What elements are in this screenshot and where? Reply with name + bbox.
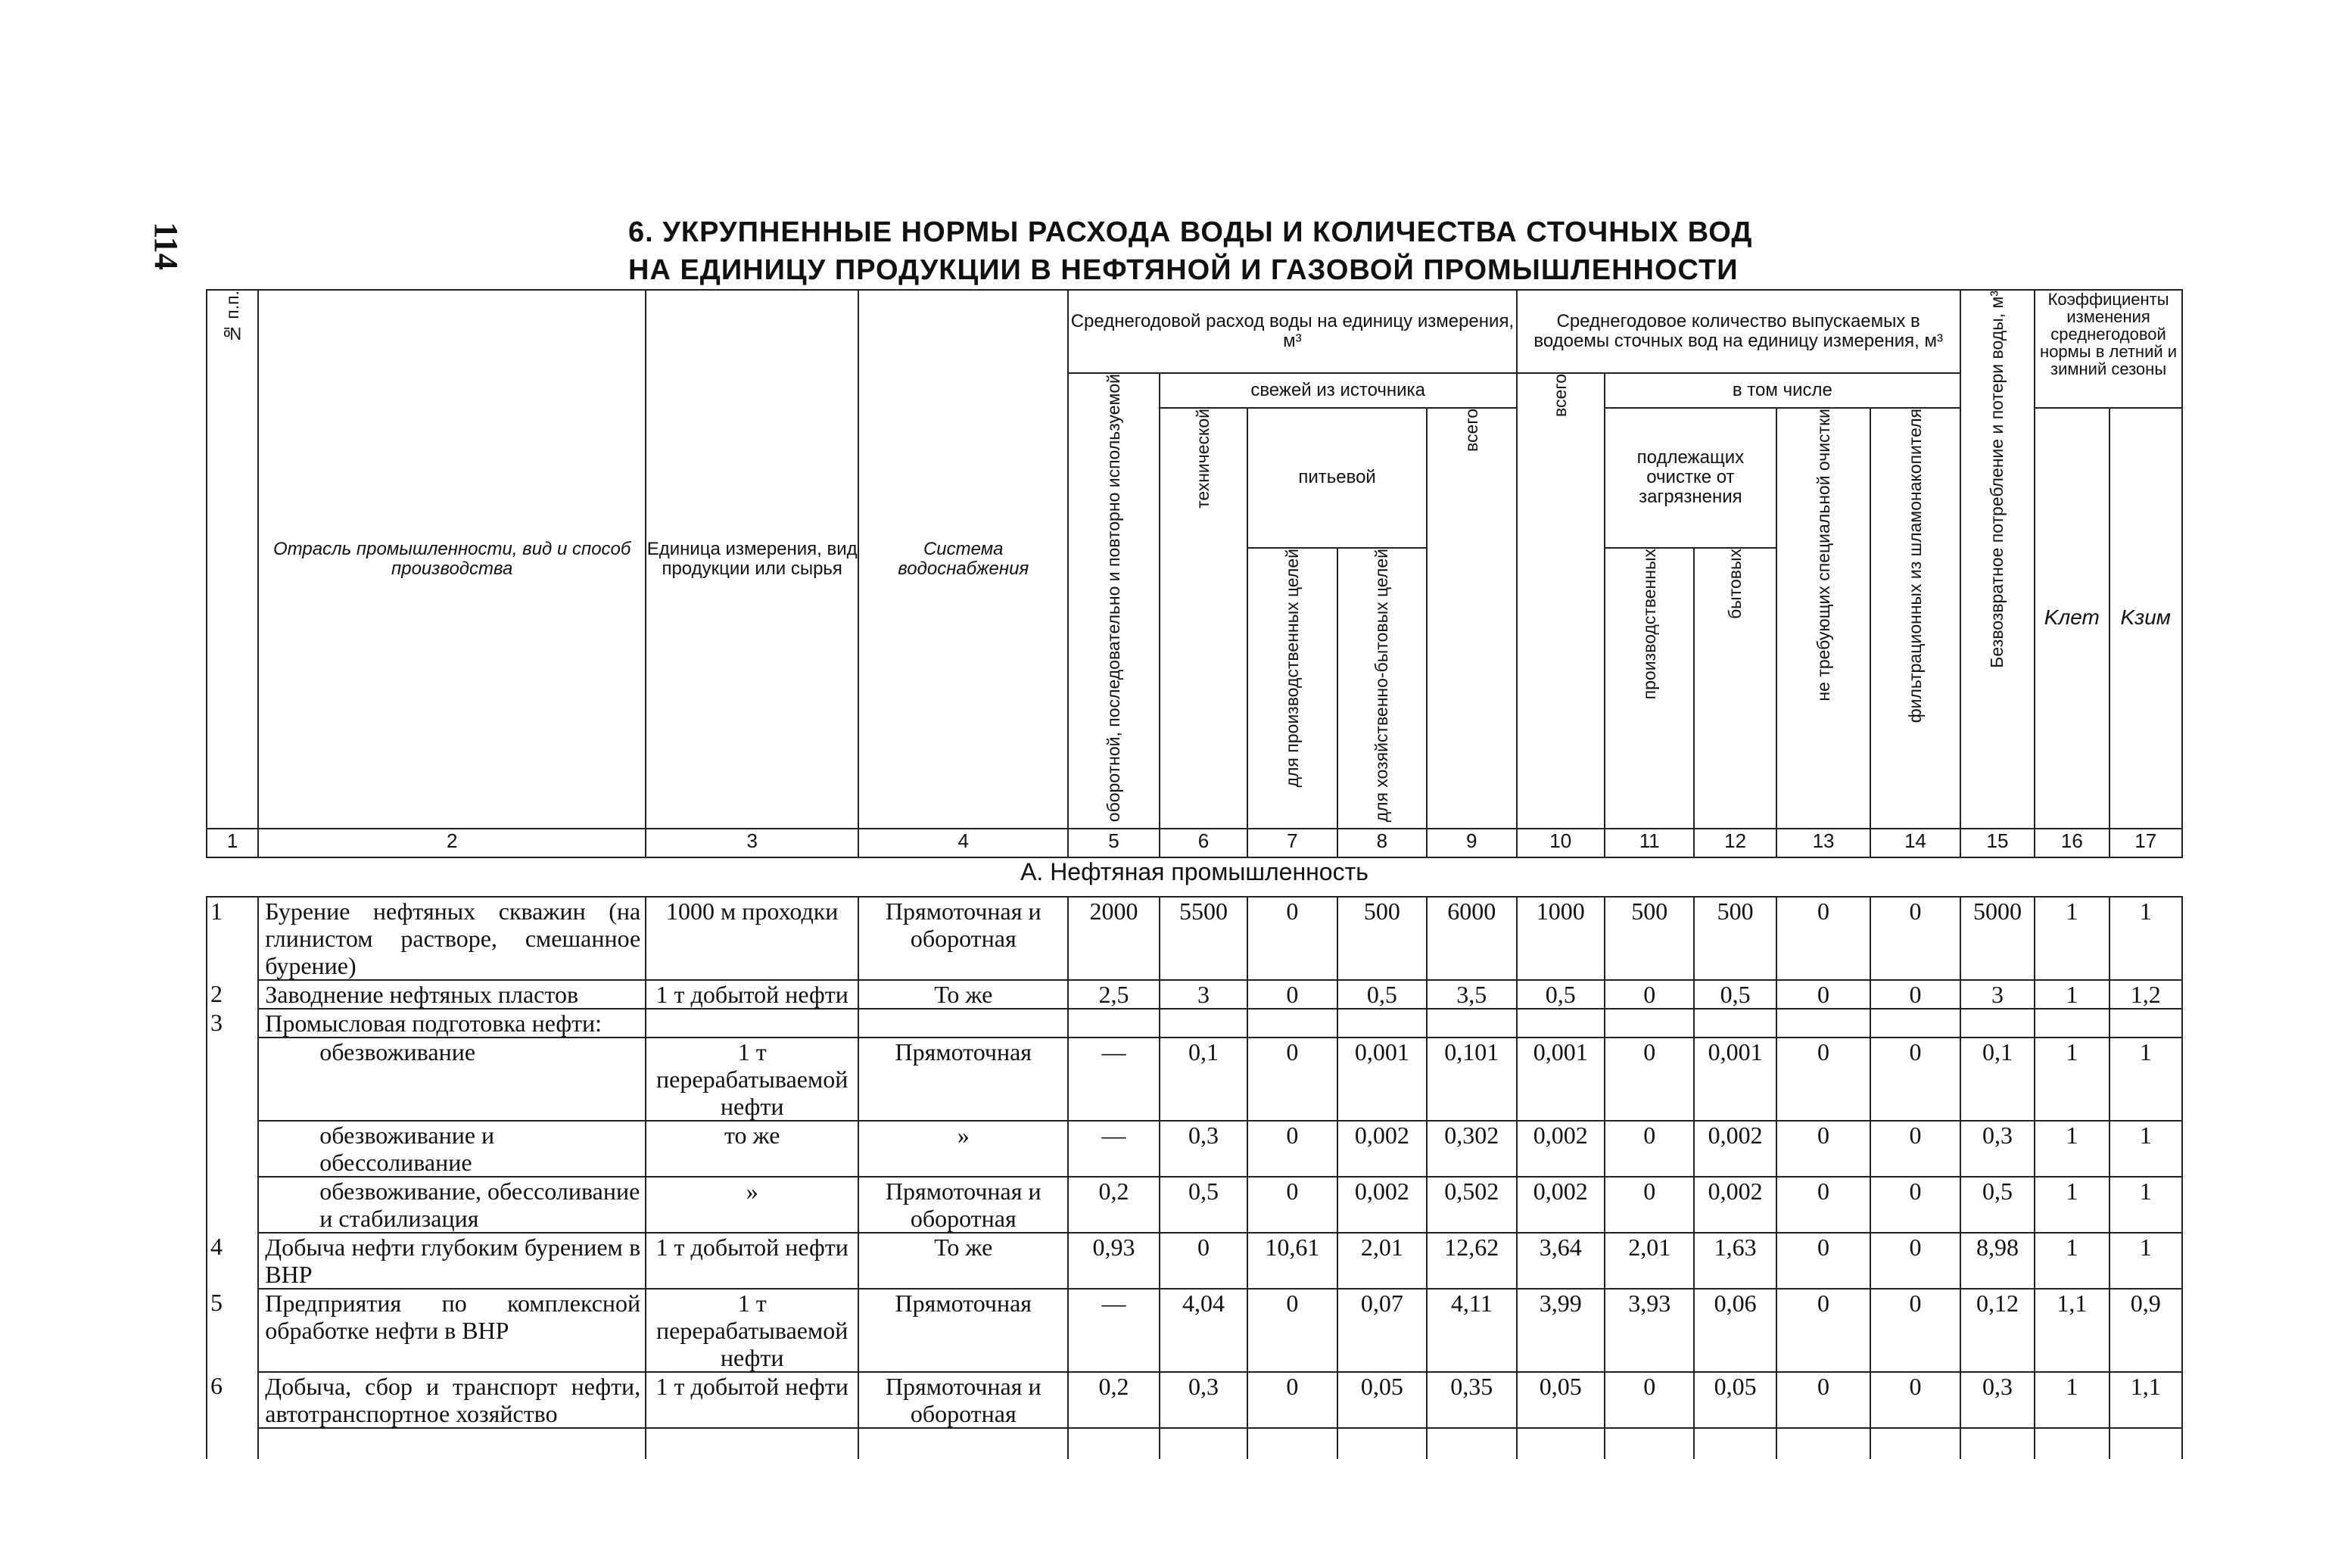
row-unit: 1 т перерабатываемой нефти <box>646 1289 858 1372</box>
header-domestic: бытовых <box>1694 548 1776 829</box>
row-value: 0,5 <box>1517 980 1605 1009</box>
row-value <box>1517 1009 1605 1038</box>
row-value: 500 <box>1694 897 1776 980</box>
table-row <box>207 1009 2182 1038</box>
row-name: Добыча, сбор и транспорт нефти, автотранспортное хозяйство <box>258 1372 646 1428</box>
row-value: 0 <box>1605 980 1694 1009</box>
row-value: 0,05 <box>1694 1372 1776 1428</box>
row-value: 0 <box>1776 1233 1870 1289</box>
row-number: 5 <box>207 1289 258 1372</box>
row-value <box>1337 1009 1427 1038</box>
col-number: 2 <box>258 829 646 857</box>
row-value <box>1960 1009 2035 1038</box>
row-value: 0,302 <box>1427 1121 1516 1177</box>
row-unit: 1 т перерабатываемой нефти <box>646 1038 858 1121</box>
spacer-cell <box>2109 1428 2183 1459</box>
row-value <box>1605 1009 1694 1038</box>
header-industrial: производственных <box>1605 548 1694 829</box>
row-value: 0,002 <box>1517 1121 1605 1177</box>
spacer-cell <box>1605 1428 1694 1459</box>
row-value: 0 <box>1605 1372 1694 1428</box>
spacer-cell <box>207 1428 258 1459</box>
row-value: 1 <box>2035 1177 2109 1233</box>
header-irreversible: Безвозвратное потребление и потери воды, м³ <box>1960 290 2035 829</box>
header-drinking-household: для хозяйственно-бытовых целей <box>1337 548 1427 829</box>
row-unit: то же <box>646 1121 858 1177</box>
row-value: 0,3 <box>1960 1372 2035 1428</box>
row-value: — <box>1068 1121 1159 1177</box>
row-value: 0 <box>1247 1177 1337 1233</box>
row-value: 4,11 <box>1427 1289 1516 1372</box>
row-value: — <box>1068 1038 1159 1121</box>
spacer-cell <box>1960 1428 2035 1459</box>
header-drinking-group: питьевой <box>1247 408 1427 548</box>
col-number: 4 <box>858 829 1068 857</box>
spacer-cell <box>1337 1428 1427 1459</box>
row-unit: 1000 м проходки <box>646 897 858 980</box>
col-number: 5 <box>1068 829 1159 857</box>
header-k-summer: Kлет <box>2035 408 2109 829</box>
row-value: 0 <box>1776 980 1870 1009</box>
row-value: 0 <box>1605 1177 1694 1233</box>
row-number: 4 <box>207 1233 258 1289</box>
row-value: 0,2 <box>1068 1177 1159 1233</box>
table-row <box>207 1233 2182 1289</box>
spacer-cell <box>2035 1428 2109 1459</box>
row-value: 1 <box>2035 1121 2109 1177</box>
row-value: 1,1 <box>2035 1289 2109 1372</box>
row-system: Прямоточная и оборотная <box>858 1177 1068 1233</box>
header-total-fresh: всего <box>1427 408 1516 829</box>
row-value: 10,61 <box>1247 1233 1337 1289</box>
row-value: 0 <box>1870 1233 1960 1289</box>
col-number: 13 <box>1776 829 1870 857</box>
col-number: 17 <box>2109 829 2183 857</box>
water-norms-table <box>206 289 2183 1459</box>
row-value: 0 <box>1776 1372 1870 1428</box>
row-unit <box>646 1009 858 1038</box>
table-row <box>207 1121 2182 1177</box>
row-number <box>207 1121 258 1177</box>
row-value: 0,9 <box>2109 1289 2183 1372</box>
header-to-be-treated: подлежащих очистке от загрязнения <box>1605 408 1776 548</box>
row-number: 6 <box>207 1372 258 1428</box>
table-row <box>207 1372 2182 1428</box>
row-value: 0,35 <box>1427 1372 1516 1428</box>
row-system: То же <box>858 980 1068 1009</box>
row-value: 0 <box>1870 1177 1960 1233</box>
row-value: 8,98 <box>1960 1233 2035 1289</box>
header-no-treatment: не требующих специальной очистки <box>1776 408 1870 829</box>
row-value: 0,3 <box>1960 1121 2035 1177</box>
row-name: Добыча нефти глубоким бурением в ВНР <box>258 1233 646 1289</box>
row-unit: » <box>646 1177 858 1233</box>
row-system: То же <box>858 1233 1068 1289</box>
header-technical: технической <box>1160 408 1247 829</box>
row-value: 3 <box>1960 980 2035 1009</box>
header-k-winter: Kзим <box>2109 408 2183 829</box>
spacer-cell <box>1247 1428 1337 1459</box>
row-unit: 1 т добытой нефти <box>646 1372 858 1428</box>
col-number: 8 <box>1337 829 1427 857</box>
header-drinking-prod: для производственных целей <box>1247 548 1337 829</box>
row-unit: 1 т добытой нефти <box>646 1233 858 1289</box>
row-value: 1 <box>2035 1038 2109 1121</box>
row-value: 0,93 <box>1068 1233 1159 1289</box>
spacer-cell <box>1870 1428 1960 1459</box>
row-value: 500 <box>1337 897 1427 980</box>
row-system: Прямоточная и оборотная <box>858 897 1068 980</box>
header-num: № п.п. <box>207 290 258 829</box>
row-unit: 1 т добытой нефти <box>646 980 858 1009</box>
row-value: 12,62 <box>1427 1233 1516 1289</box>
row-value: 0 <box>1247 1289 1337 1372</box>
row-value: 2000 <box>1068 897 1159 980</box>
row-value <box>2035 1009 2109 1038</box>
row-value: 1 <box>2109 1177 2183 1233</box>
spacer-cell <box>1068 1428 1159 1459</box>
row-system: Прямоточная <box>858 1038 1068 1121</box>
table-body <box>207 897 2182 1459</box>
header-system: Система водоснабжения <box>858 290 1068 829</box>
row-number: 1 <box>207 897 258 980</box>
header-including: в том числе <box>1605 373 1960 408</box>
table-row <box>207 980 2182 1009</box>
row-system: » <box>858 1121 1068 1177</box>
col-number: 6 <box>1160 829 1247 857</box>
row-value: 0,002 <box>1337 1121 1427 1177</box>
col-number: 16 <box>2035 829 2109 857</box>
column-numbers-row <box>207 829 2182 857</box>
row-name: обезвоживание <box>258 1038 646 1121</box>
spacer-cell <box>1427 1428 1516 1459</box>
row-name: обезвоживание, обессоливание и стабилизация <box>258 1177 646 1233</box>
table-row <box>207 1038 2182 1121</box>
row-value: 0,002 <box>1694 1177 1776 1233</box>
header-filtration: фильтрационных из шламонакопителя <box>1870 408 1960 829</box>
row-number: 3 <box>207 1009 258 1038</box>
row-value: 1,1 <box>2109 1372 2183 1428</box>
title-line-1: 6. УКРУПНЕННЫЕ НОРМЫ РАСХОДА ВОДЫ И КОЛИЧЕСТВА СТОЧНЫХ ВОД <box>628 216 1753 248</box>
row-value: 0,1 <box>1160 1038 1247 1121</box>
row-value: 0 <box>1870 980 1960 1009</box>
header-unit: Единица измерения, вид продукции или сырья <box>646 290 858 829</box>
col-number: 10 <box>1517 829 1605 857</box>
table-row <box>207 1289 2182 1372</box>
row-value: 0 <box>1247 897 1337 980</box>
row-value <box>1247 1009 1337 1038</box>
header-fresh-group: свежей из источника <box>1160 373 1517 408</box>
header-coef-group: Коэффициенты изменения среднегодовой нормы в летний и зимний сезоны <box>2035 290 2182 408</box>
row-value: 0,2 <box>1068 1372 1159 1428</box>
spacer-cell <box>858 1428 1068 1459</box>
page-title <box>628 213 1794 289</box>
row-value: 0,002 <box>1337 1177 1427 1233</box>
row-value: 3,5 <box>1427 980 1516 1009</box>
row-value: 1 <box>2109 1038 2183 1121</box>
section-title: А. Нефтяная промышленность <box>207 857 2182 897</box>
col-number: 15 <box>1960 829 2035 857</box>
row-value: 0,06 <box>1694 1289 1776 1372</box>
row-value: 1 <box>2109 897 2183 980</box>
row-system <box>858 1009 1068 1038</box>
row-value: 1 <box>2109 1121 2183 1177</box>
header-consumption-group: Среднегодовой расход воды на единицу измерения, м³ <box>1068 290 1516 373</box>
row-value: 1 <box>2035 1372 2109 1428</box>
row-value: 1 <box>2109 1233 2183 1289</box>
row-value: — <box>1068 1289 1159 1372</box>
row-value <box>1160 1009 1247 1038</box>
row-value: 1,2 <box>2109 980 2183 1009</box>
row-value: 0,05 <box>1337 1372 1427 1428</box>
row-value: 1 <box>2035 980 2109 1009</box>
col-number: 9 <box>1427 829 1516 857</box>
row-value: 0,1 <box>1960 1038 2035 1121</box>
row-value: 5000 <box>1960 897 2035 980</box>
row-value: 0 <box>1870 1372 1960 1428</box>
row-value: 0 <box>1870 1121 1960 1177</box>
row-value: 0,3 <box>1160 1372 1247 1428</box>
row-value <box>2109 1009 2183 1038</box>
col-number: 11 <box>1605 829 1694 857</box>
row-value: 0 <box>1776 1177 1870 1233</box>
section-header-row <box>207 857 2182 897</box>
row-value <box>1068 1009 1159 1038</box>
row-value: 0 <box>1776 1121 1870 1177</box>
row-value: 1000 <box>1517 897 1605 980</box>
row-value: 6000 <box>1427 897 1516 980</box>
row-value <box>1694 1009 1776 1038</box>
row-value: 0,001 <box>1694 1038 1776 1121</box>
col-number: 1 <box>207 829 258 857</box>
row-value: 0 <box>1776 1038 1870 1121</box>
spacer-cell <box>1776 1428 1870 1459</box>
table-bottom-spacer <box>207 1428 2182 1459</box>
col-number: 7 <box>1247 829 1337 857</box>
header-recycled: оборотной, последовательно и повторно используемой <box>1068 373 1159 829</box>
row-value: 0,12 <box>1960 1289 2035 1372</box>
row-value: 2,5 <box>1068 980 1159 1009</box>
spacer-cell <box>1517 1428 1605 1459</box>
row-value: 0 <box>1247 980 1337 1009</box>
row-value <box>1427 1009 1516 1038</box>
row-value: 0,5 <box>1694 980 1776 1009</box>
row-value: 3,64 <box>1517 1233 1605 1289</box>
row-value: 0,101 <box>1427 1038 1516 1121</box>
row-value: 0,002 <box>1517 1177 1605 1233</box>
spacer-cell <box>1160 1428 1247 1459</box>
row-name: обезвоживание и обессоливание <box>258 1121 646 1177</box>
row-value: 0 <box>1605 1121 1694 1177</box>
row-value: 0 <box>1776 1289 1870 1372</box>
row-name: Бурение нефтяных скважин (на глинистом растворе, смешанное бурение) <box>258 897 646 980</box>
header-industry: Отрасль промышленности, вид и способ производства <box>258 290 646 829</box>
row-value: 5500 <box>1160 897 1247 980</box>
row-value: 0,05 <box>1517 1372 1605 1428</box>
col-number: 14 <box>1870 829 1960 857</box>
row-system: Прямоточная <box>858 1289 1068 1372</box>
row-value <box>1870 1009 1960 1038</box>
spacer-cell <box>1694 1428 1776 1459</box>
row-value: 0 <box>1247 1372 1337 1428</box>
row-value: 0 <box>1247 1038 1337 1121</box>
col-number: 3 <box>646 829 858 857</box>
row-value: 0,5 <box>1337 980 1427 1009</box>
row-value <box>1776 1009 1870 1038</box>
row-value: 0,001 <box>1337 1038 1427 1121</box>
page-number: 114 <box>148 222 185 270</box>
table-row <box>207 897 2182 980</box>
row-value: 3,99 <box>1517 1289 1605 1372</box>
row-value: 3,93 <box>1605 1289 1694 1372</box>
header-discharge-total: всего <box>1517 373 1605 829</box>
row-value: 500 <box>1605 897 1694 980</box>
row-value: 0 <box>1160 1233 1247 1289</box>
row-value: 1,63 <box>1694 1233 1776 1289</box>
row-number <box>207 1177 258 1233</box>
row-number: 2 <box>207 980 258 1009</box>
row-value: 3 <box>1160 980 1247 1009</box>
row-value: 0,002 <box>1694 1121 1776 1177</box>
row-value: 0 <box>1870 897 1960 980</box>
row-name: Промысловая подготовка нефти: <box>258 1009 646 1038</box>
col-number: 12 <box>1694 829 1776 857</box>
row-number <box>207 1038 258 1121</box>
row-value: 2,01 <box>1605 1233 1694 1289</box>
header-discharge-group: Среднегодовое количество выпускаемых в водоемы сточных вод на единицу измерения, м³ <box>1517 290 1960 373</box>
row-value: 0 <box>1870 1038 1960 1121</box>
row-value: 0,3 <box>1160 1121 1247 1177</box>
row-value: 1 <box>2035 1233 2109 1289</box>
row-value: 0 <box>1605 1038 1694 1121</box>
row-value: 1 <box>2035 897 2109 980</box>
spacer-cell <box>258 1428 646 1459</box>
table-row <box>207 1177 2182 1233</box>
row-value: 0,07 <box>1337 1289 1427 1372</box>
row-system: Прямоточная и оборотная <box>858 1372 1068 1428</box>
row-name: Предприятия по комплексной обработке нефти в ВНР <box>258 1289 646 1372</box>
row-name: Заводнение нефтяных пластов <box>258 980 646 1009</box>
row-value: 0,502 <box>1427 1177 1516 1233</box>
row-value: 4,04 <box>1160 1289 1247 1372</box>
row-value: 0 <box>1247 1121 1337 1177</box>
row-value: 0 <box>1870 1289 1960 1372</box>
row-value: 0,5 <box>1960 1177 2035 1233</box>
row-value: 2,01 <box>1337 1233 1427 1289</box>
row-value: 0,001 <box>1517 1038 1605 1121</box>
title-line-2: НА ЕДИНИЦУ ПРОДУКЦИИ В НЕФТЯНОЙ И ГАЗОВОЙ ПРОМЫШЛЕННОСТИ <box>628 254 1739 286</box>
spacer-cell <box>646 1428 858 1459</box>
row-value: 0 <box>1776 897 1870 980</box>
row-value: 0,5 <box>1160 1177 1247 1233</box>
